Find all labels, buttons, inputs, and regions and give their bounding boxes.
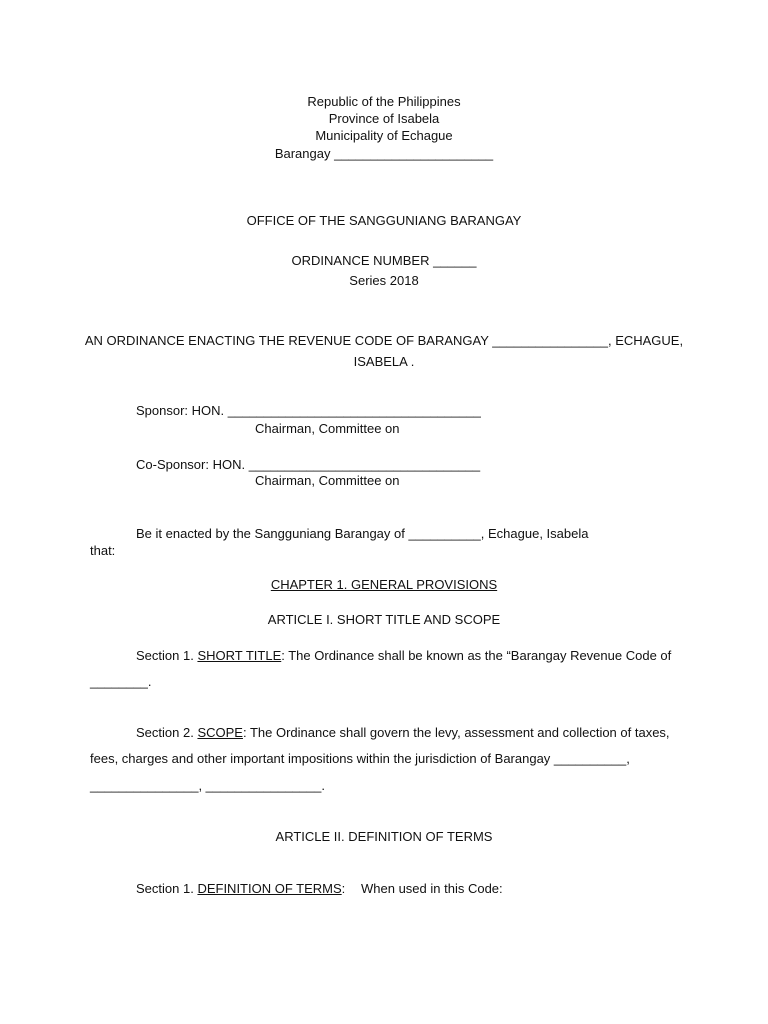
definition-prefix: Section 1. — [136, 881, 198, 896]
article-1-title: ARTICLE I. SHORT TITLE AND SCOPE — [267, 612, 501, 627]
section-2-text: : The Ordinance shall govern the levy, assessment and collection of taxes, — [242, 725, 670, 740]
ordinance-number: ORDINANCE NUMBER ______ — [291, 253, 477, 268]
cosponsor-label: Co-Sponsor: HON. ________________________________ — [136, 457, 481, 472]
ordinance-series: Series 2018 — [349, 273, 419, 288]
section-2-prefix: Section 2. — [136, 725, 198, 740]
definition-colon: : — [341, 881, 346, 896]
ordinance-title-line-1: AN ORDINANCE ENACTING THE REVENUE CODE OF BARANGAY ________________, ECHAGUE, — [84, 333, 684, 348]
section-2-line-2: fees, charges and other important impositions within the jurisdiction of Barangay __________, — [90, 751, 630, 766]
section-1-prefix: Section 1. — [136, 648, 198, 663]
section-2-scope — [136, 725, 670, 741]
sponsor-role: Chairman, Committee on — [255, 421, 400, 436]
republic-line: Republic of the Philippines — [307, 94, 461, 109]
province-line: Province of Isabela — [328, 111, 440, 126]
section-1-short-title — [136, 648, 671, 664]
definition-section — [136, 881, 345, 897]
section-2-heading: SCOPE — [197, 725, 243, 740]
definition-heading: DEFINITION OF TERMS — [197, 881, 342, 896]
sponsor-label: Sponsor: HON. ___________________________________ — [136, 403, 481, 418]
section-1-continuation: ________. — [90, 674, 152, 689]
enacting-clause-line-2: that: — [90, 543, 116, 558]
office-title: OFFICE OF THE SANGGUNIANG BARANGAY — [246, 213, 522, 228]
barangay-line: Barangay ______________________ — [274, 146, 494, 161]
chapter-1-title: CHAPTER 1. GENERAL PROVISIONS — [270, 577, 498, 592]
cosponsor-role: Chairman, Committee on — [255, 473, 400, 488]
municipality-line: Municipality of Echague — [315, 128, 453, 143]
enacting-clause-line-1: Be it enacted by the Sangguniang Barangay of __________, Echague, Isabela — [136, 526, 589, 541]
definition-text: When used in this Code: — [361, 881, 503, 896]
ordinance-title-line-2: ISABELA . — [353, 354, 415, 369]
section-2-line-3: _______________, ________________. — [90, 778, 325, 793]
section-1-text: : The Ordinance shall be known as the “Barangay Revenue Code of — [281, 648, 672, 663]
section-1-heading: SHORT TITLE — [197, 648, 282, 663]
article-2-title: ARTICLE II. DEFINITION OF TERMS — [275, 829, 493, 844]
